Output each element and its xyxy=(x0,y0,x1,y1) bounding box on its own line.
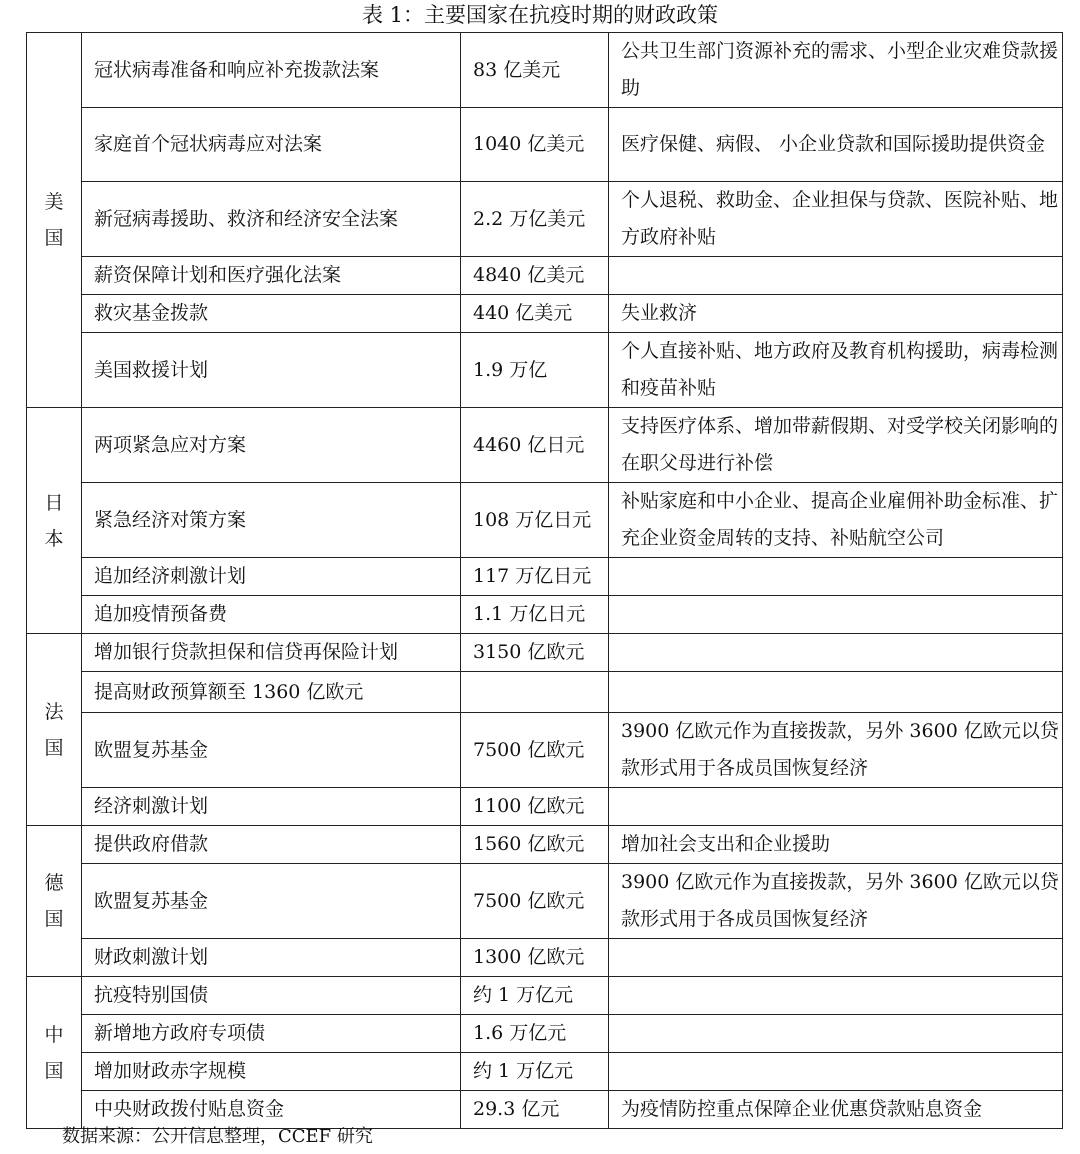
measure-note: 个人直接补贴、地方政府及教育机构援助，病毒检测和疫苗补贴 xyxy=(609,333,1063,408)
measure-note xyxy=(609,1053,1063,1091)
measure-name: 新增地方政府专项债 xyxy=(82,1015,461,1053)
table-row xyxy=(27,864,1063,939)
measure-name: 美国救援计划 xyxy=(82,333,461,408)
measure-name: 新冠病毒援助、救济和经济安全法案 xyxy=(82,182,461,257)
measure-note: 增加社会支出和企业援助 xyxy=(609,826,1063,864)
measure-amount: 4840 亿美元 xyxy=(461,257,609,295)
measure-amount: 约 1 万亿元 xyxy=(461,977,609,1015)
measure-amount: 108 万亿日元 xyxy=(461,483,609,558)
measure-name: 冠状病毒准备和响应补充拨款法案 xyxy=(82,33,461,108)
measure-name: 增加银行贷款担保和信贷再保险计划 xyxy=(82,634,461,672)
measure-amount: 4460 亿日元 xyxy=(461,408,609,483)
measure-amount: 440 亿美元 xyxy=(461,295,609,333)
data-source-note: 数据来源：公开信息整理，CCEF 研究 xyxy=(62,1126,373,1147)
table-row xyxy=(27,108,1063,182)
measure-name: 紧急经济对策方案 xyxy=(82,483,461,558)
measure-note: 公共卫生部门资源补充的需求、小型企业灾难贷款援助 xyxy=(609,33,1063,108)
measure-note xyxy=(609,634,1063,672)
table-row xyxy=(27,182,1063,257)
measure-note: 医疗保健、病假、 小企业贷款和国际援助提供资金 xyxy=(609,108,1063,182)
measure-amount: 1040 亿美元 xyxy=(461,108,609,182)
measure-name: 增加财政赤字规模 xyxy=(82,1053,461,1091)
measure-note xyxy=(609,1015,1063,1053)
measure-amount: 29.3 亿元 xyxy=(461,1091,609,1129)
table-row xyxy=(27,826,1063,864)
measure-note: 3900 亿欧元作为直接拨款，另外 3600 亿欧元以贷款形式用于各成员国恢复经济 xyxy=(609,713,1063,788)
measure-name: 提高财政预算额至 1360 亿欧元 xyxy=(82,672,461,713)
measure-name: 抗疫特别国债 xyxy=(82,977,461,1015)
measure-amount: 约 1 万亿元 xyxy=(461,1053,609,1091)
table-row xyxy=(27,1091,1063,1129)
measure-note: 失业救济 xyxy=(609,295,1063,333)
country-cell: 德国 xyxy=(27,826,82,977)
measure-note: 支持医疗体系、增加带薪假期、对受学校关闭影响的在职父母进行补偿 xyxy=(609,408,1063,483)
measure-note xyxy=(609,257,1063,295)
table-row xyxy=(27,33,1063,108)
measure-amount: 1300 亿欧元 xyxy=(461,939,609,977)
fiscal-policy-table xyxy=(26,32,1063,1129)
measure-note: 补贴家庭和中小企业、提高企业雇佣补助金标准、扩充企业资金周转的支持、补贴航空公司 xyxy=(609,483,1063,558)
table-row xyxy=(27,408,1063,483)
measure-note xyxy=(609,558,1063,596)
country-cell: 日本 xyxy=(27,408,82,634)
measure-name: 两项紧急应对方案 xyxy=(82,408,461,483)
measure-amount: 1.1 万亿日元 xyxy=(461,596,609,634)
table-row xyxy=(27,257,1063,295)
measure-amount: 7500 亿欧元 xyxy=(461,864,609,939)
measure-note xyxy=(609,596,1063,634)
measure-note: 个人退税、救助金、企业担保与贷款、医院补贴、地方政府补贴 xyxy=(609,182,1063,257)
table-row xyxy=(27,672,1063,713)
country-cell: 中国 xyxy=(27,977,82,1129)
country-cell: 美国 xyxy=(27,33,82,408)
table-row xyxy=(27,295,1063,333)
measure-amount: 1.9 万亿 xyxy=(461,333,609,408)
measure-name: 财政刺激计划 xyxy=(82,939,461,977)
table-row xyxy=(27,713,1063,788)
measure-name: 欧盟复苏基金 xyxy=(82,864,461,939)
table-row xyxy=(27,483,1063,558)
measure-amount: 3150 亿欧元 xyxy=(461,634,609,672)
table-row xyxy=(27,558,1063,596)
measure-amount xyxy=(461,672,609,713)
measure-amount: 2.2 万亿美元 xyxy=(461,182,609,257)
table-row xyxy=(27,939,1063,977)
measure-name: 经济刺激计划 xyxy=(82,788,461,826)
measure-name: 中央财政拨付贴息资金 xyxy=(82,1091,461,1129)
measure-name: 薪资保障计划和医疗强化法案 xyxy=(82,257,461,295)
measure-name: 追加疫情预备费 xyxy=(82,596,461,634)
measure-note xyxy=(609,672,1063,713)
table-row xyxy=(27,1053,1063,1091)
measure-name: 提供政府借款 xyxy=(82,826,461,864)
measure-note: 3900 亿欧元作为直接拨款，另外 3600 亿欧元以贷款形式用于各成员国恢复经济 xyxy=(609,864,1063,939)
table-row xyxy=(27,596,1063,634)
measure-name: 欧盟复苏基金 xyxy=(82,713,461,788)
measure-amount: 1560 亿欧元 xyxy=(461,826,609,864)
measure-name: 救灾基金拨款 xyxy=(82,295,461,333)
table-row xyxy=(27,977,1063,1015)
table-row xyxy=(27,333,1063,408)
measure-note xyxy=(609,977,1063,1015)
measure-amount: 1.6 万亿元 xyxy=(461,1015,609,1053)
measure-amount: 7500 亿欧元 xyxy=(461,713,609,788)
country-cell: 法国 xyxy=(27,634,82,826)
measure-amount: 117 万亿日元 xyxy=(461,558,609,596)
table-row xyxy=(27,788,1063,826)
measure-name: 家庭首个冠状病毒应对法案 xyxy=(82,108,461,182)
table-row xyxy=(27,1015,1063,1053)
measure-note xyxy=(609,788,1063,826)
table-title: 表 1：主要国家在抗疫时期的财政政策 xyxy=(361,3,719,27)
table-row xyxy=(27,634,1063,672)
measure-name: 追加经济刺激计划 xyxy=(82,558,461,596)
measure-amount: 1100 亿欧元 xyxy=(461,788,609,826)
measure-note: 为疫情防控重点保障企业优惠贷款贴息资金 xyxy=(609,1091,1063,1129)
measure-note xyxy=(609,939,1063,977)
measure-amount: 83 亿美元 xyxy=(461,33,609,108)
